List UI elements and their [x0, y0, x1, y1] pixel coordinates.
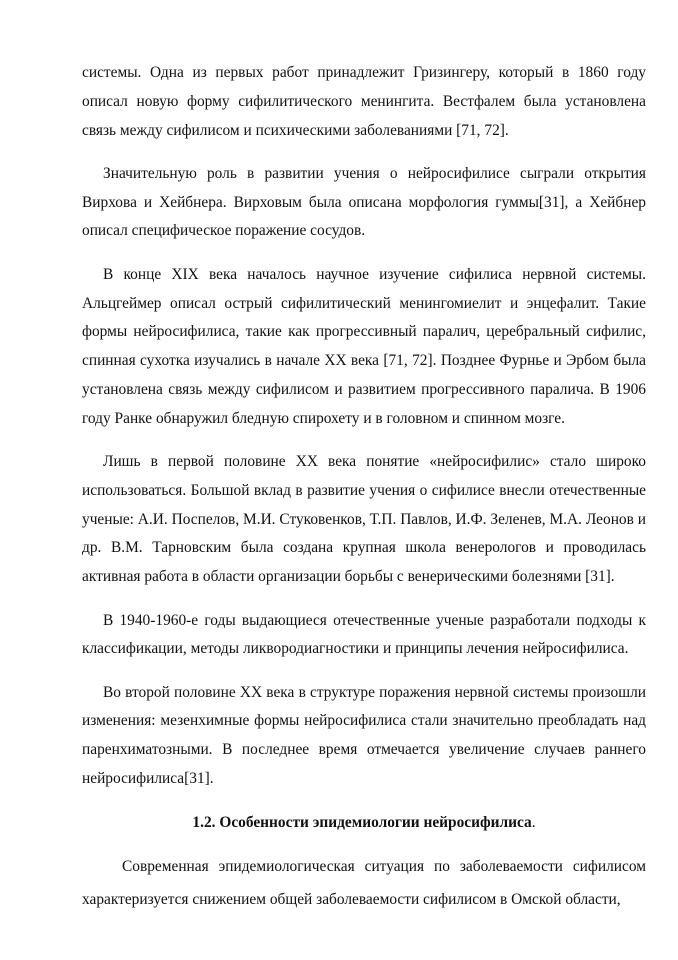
paragraph-1940-1960: В 1940-1960-е годы выдающиеся отечественные ученые разработали подходы к классификации, методы ликвородиагностики и принципы лечения нейросифилиса. [82, 611, 646, 658]
section-heading [82, 809, 646, 838]
paragraph-epidemiology: Современная эпидемиологическая ситуация по заболеваемости сифилисом характеризуется снижением общей заболеваемости сифилисом в Омской области, [82, 857, 646, 909]
paragraph-virchow-heubner: Значительную роль в развитии учения о нейросифилисе сыграли открытия Вирхова и Хейбнера. Вирховым была описана морфология гуммы[31], а Хейбнер описал специфическое поражение сосудов. [82, 164, 646, 240]
paragraph-history-grisinger: системы. Одна из первых работ принадлежит Гризингеру, который в 1860 году описал новую форму сифилитического менингита. Вестфалем была установлена связь между сифилисом и психическими заболеваниями [71, 72]. [82, 64, 646, 139]
paragraph-first-half-20th-century: Лишь в первой половине XX века понятие «нейросифилис» стало широко использоваться. Большой вклад в развитие учения о сифилисе внесли отечественные ученые: А.И. Поспелов, М.И. Стуковенков, Т.П. Павлов, И.Ф. Зеленев, М.А. Леонов и др. В.М. Тарновским была создана крупная школа венерологов и проводилась активная работа в области организации борьбы с венерическими болезнями [31]. [82, 453, 646, 586]
section-number: 1.2. [192, 813, 216, 831]
section-title-tail: . [531, 813, 536, 831]
section-title: Особенности эпидемиологии нейросифилиса [219, 813, 532, 831]
paragraph-second-half-20th-century: Во второй половине XX века в структуре поражения нервной системы произошли изменения: мезенхимные формы нейросифилиса стали значительно преобладать над паренхиматозными. В последнее время отмечается увеличение случаев раннего нейросифилиса[31]. [82, 683, 646, 788]
paragraph-late-19th-century: В конце XIX века началось научное изучение сифилиса нервной системы. Альцгеймер описал острый сифилитический менингомиелит и энцефалит. Такие формы нейросифилиса, такие как прогрессивный паралич, церебральный сифилис, спинная сухотка изучались в начале XX века [71, 72]. Позднее Фурнье и Эрбом была установлена связь между сифилисом и развитием прогрессивного паралича. В 1906 году Ранке обнаружил бледную спирохету и в головном и спинном мозге. [82, 265, 646, 427]
